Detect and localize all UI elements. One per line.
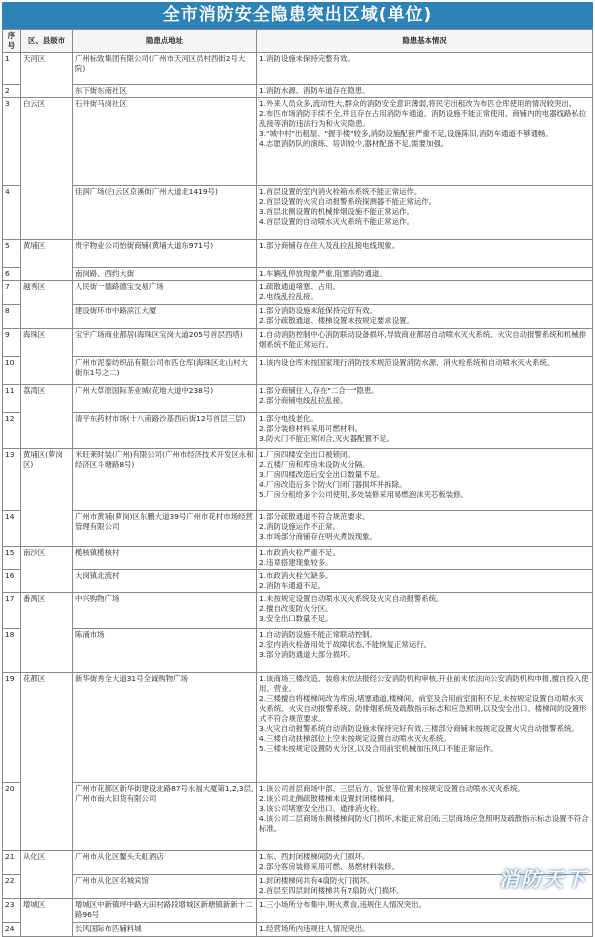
- cell-district: 天河区: [21, 53, 73, 98]
- situation-item: 2.布匹市场消防手续不全,并且存在占用消防车通道、消防设施不能正常使用、商铺内的电器线路私拉乱接等消防违法行为和火灾隐患。: [259, 109, 587, 128]
- cell-no: 3: [3, 98, 21, 186]
- cell-location: 新华街秀全大道31号全诚购物广场: [73, 673, 257, 783]
- situation-item: 2.首层设置的火灾自动报警系统探测器不能正常运作。: [259, 197, 437, 206]
- situation-item: 1.部分电线老化。: [259, 414, 318, 423]
- cell-location: 广州市泥泰纺织品有限公司布匹仓库(海珠区北山村大街东1号之二): [73, 357, 257, 385]
- cell-no: 24: [3, 923, 21, 937]
- situation-item: 1.部分商铺住人,存在"二合一"隐患。: [259, 386, 379, 395]
- table-row: [3, 511, 593, 547]
- cell-district: 花都区: [21, 673, 73, 851]
- table-row: [3, 629, 593, 673]
- hazard-table: [2, 29, 593, 937]
- cell-location: 石井街马岗社区: [73, 98, 257, 186]
- table-row: [3, 593, 593, 629]
- cell-no: 19: [3, 673, 21, 783]
- situation-item: 1.部分疏散通道不符合规范要求。: [259, 512, 370, 521]
- situation-item: 1.该商场三楼改造、装修未依法报经公安消防机构审核,开业前未依法向公安消防机构申报,擅自投入使用、营业。: [259, 674, 589, 693]
- situation-item: 2.部分疏散通道、楼梯设置未按规定要求设置。: [259, 316, 414, 325]
- cell-situation: [257, 593, 593, 629]
- header-location: 隐患点地址: [73, 30, 257, 53]
- situation-item: 2.部分客房装修采用可燃、易燃材料装修。: [259, 862, 400, 871]
- cell-location: 增城区中新镇坪中路大田村路段增城区新塘镇新新十二路96号: [73, 899, 257, 923]
- cell-location: 清平东药材市场(十八甫路沙基西后街12号首层三层): [73, 413, 257, 449]
- situation-item: 4.三楼自动扶梯部位上空未按规定设置自动喷水灭火系统。: [259, 734, 451, 743]
- situation-item: 2.消防设施运作不正常。: [259, 522, 340, 531]
- table-row: [3, 357, 593, 385]
- table-row: [3, 413, 593, 449]
- cell-location: 宝宇广场商业都居(海珠区宝岗大道205号首层西塔): [73, 329, 257, 357]
- situation-item: 1.消防水源、消防车道存在隐患。: [259, 86, 370, 95]
- situation-item: 1.车辆乱停放现象严重,阻塞消防通道。: [259, 269, 387, 278]
- cell-situation: [257, 923, 593, 937]
- situation-item: 5.三楼未按规定设置防火分区,以及合用前室机械加压风口不能正常运作。: [259, 744, 498, 753]
- situation-item: 1.该内设仓库未按国家现行消防技术规范设置消防水源、消火栓系统和自动喷水灭火系统。: [259, 358, 555, 367]
- situation-item: 1.三小场所分布集中,明火煮食,违规住人情况突出。: [259, 900, 426, 909]
- cell-location: 长风国际布匹辅料城: [73, 923, 257, 937]
- cell-location: 建设街环市中路滨江大厦: [73, 305, 257, 329]
- cell-situation: [257, 673, 593, 783]
- cell-situation: [257, 305, 593, 329]
- situation-item: 3."城中村"出租屋、"握手楼"较多,消防设施配套严重不足,设施陈旧,消防车通道不够通畅。: [259, 129, 553, 138]
- situation-item: 2.部分商铺电线乱拉乱接。: [259, 396, 348, 405]
- table-row: [3, 305, 593, 329]
- cell-location: 陈涌市场: [73, 629, 257, 673]
- situation-item: 1.厂房四楼安全出口被锁闭。: [259, 450, 355, 459]
- cell-no: 1: [3, 53, 21, 85]
- situation-item: 3.市场部分商铺存在明火煮饭现象。: [259, 532, 377, 541]
- situation-item: 1.消防设施未保持完整有效。: [259, 54, 355, 63]
- situation-item: 2.三楼擅自将楼梯间改为库房,堵塞通道,楼梯间、前室及合用前室面积不足,未按规定设置自动喷水灭火系统、火灾自动报警系统、防排烟系统及疏散指示标志和应急照明,以及安全出口、楼梯间的设置形式不符合规范要求。: [259, 694, 587, 723]
- header-no: 序号: [3, 30, 21, 53]
- situation-item: 5.厂房分租给多个公司使用,多处装修采用易燃泡沫夹芯板装修。: [259, 490, 468, 499]
- table-row: [3, 449, 593, 511]
- situation-item: 1.东、西封闭楼梯间防火门损坏。: [259, 852, 370, 861]
- cell-no: 22: [3, 875, 21, 899]
- page-title: 全市消防安全隐患突出区域(单位): [2, 2, 593, 29]
- cell-no: 7: [3, 281, 21, 305]
- cell-location: 广州市从化区鳌头天虹酒店: [73, 851, 257, 875]
- cell-district: 白云区: [21, 98, 73, 240]
- situation-item: 1.首层设置的室内消火栓箱水系统不能正常运作。: [259, 187, 422, 196]
- cell-no: 9: [3, 329, 21, 357]
- situation-item: 3.部分消防通道大部分损坏。: [259, 650, 355, 659]
- cell-no: 12: [3, 413, 21, 449]
- situation-item: 3.火灾自动报警系统自动消防设施未保持完好有效,三楼部分商铺未按规定设置火灾自动报警系统。: [259, 724, 579, 733]
- situation-item: 4.该公司二层商场东侧楼梯间防火门损坏,未能正常启闭;三层商场应急照明及疏散指示标志设置不符合标准。: [259, 814, 589, 833]
- cell-location: 广州市黄埔(萝岗)区东鹏大道39号广州市花村市场经营管理有限公司: [73, 511, 257, 547]
- situation-item: 4.首层设置的自动喷水灭火系统不能正常运作。: [259, 217, 414, 226]
- situation-item: 2.电线乱拉乱接。: [259, 292, 318, 301]
- situation-item: 4.志愿消防队的演练、培训较少,器材配备不足,需要加强。: [259, 139, 449, 148]
- situation-item: 1.自动消防控制中心消防联动设备损坏,导致商业都居自动喷水灭火系统、火灾自动报警系统和机械排烟系统不能正常运行。: [259, 330, 587, 349]
- header-district: 区、县级市: [21, 30, 73, 53]
- table-row: [3, 783, 593, 851]
- cell-no: 21: [3, 851, 21, 875]
- situation-item: 2.部分装修材料采用可燃材料。: [259, 424, 363, 433]
- cell-situation: [257, 783, 593, 851]
- cell-situation: [257, 53, 593, 85]
- table-row: [3, 673, 593, 783]
- situation-item: 1.经营场所内违规住人情况突出。: [259, 924, 370, 933]
- table-row: [3, 281, 593, 305]
- table-row: [3, 547, 593, 570]
- cell-situation: [257, 281, 593, 305]
- situation-item: 1.未按规定设置自动喷水灭火系统及火灾自动报警系统。: [259, 594, 444, 603]
- situation-item: 1.自动消防设施不能正常联动控制。: [259, 630, 377, 639]
- situation-item: 3.首层北侧设置的机械排烟设施不能正常运作。: [259, 207, 414, 216]
- table-row: [3, 186, 593, 240]
- table-row: [3, 385, 593, 413]
- table-row: [3, 899, 593, 923]
- cell-situation: [257, 413, 593, 449]
- situation-item: 2.消防车通道不足。: [259, 581, 326, 590]
- situation-item: 2.五楼厂房和库房未设防火分隔。: [259, 460, 370, 469]
- cell-no: 23: [3, 899, 21, 923]
- cell-situation: [257, 329, 593, 357]
- cell-situation: [257, 186, 593, 240]
- cell-situation: [257, 511, 593, 547]
- watermark: 消防天下: [499, 867, 587, 891]
- cell-no: 4: [3, 186, 21, 240]
- situation-item: 1.封闭楼梯间共有4扇防火门损坏。: [259, 876, 375, 885]
- header-situation: 隐患基本情况: [257, 30, 593, 53]
- situation-item: 1.该公司首层商场中部、三层后方、饭堂等位置未按规定设置自动喷水灭火系统。: [259, 784, 525, 793]
- cell-no: 10: [3, 357, 21, 385]
- cell-district: 黄埔区(萝岗区): [21, 449, 73, 547]
- situation-item: 3.该公司堵塞安全出口、通排消火栓。: [259, 804, 385, 813]
- cell-situation: [257, 98, 593, 186]
- cell-location: 佳润广场(白云区京溪街广州大道北1419号): [73, 186, 257, 240]
- cell-district: 越秀区: [21, 281, 73, 329]
- situation-item: 1.部分消防设施未能保持完好有效。: [259, 306, 377, 315]
- cell-no: 8: [3, 305, 21, 329]
- cell-location: 广州大草原国际茶业城(花地大道中238号): [73, 385, 257, 413]
- table-row: [3, 240, 593, 268]
- cell-situation: [257, 240, 593, 268]
- cell-situation: [257, 85, 593, 98]
- table-row: [3, 85, 593, 98]
- table-row: [3, 53, 593, 85]
- cell-location: 南岗路、西约大街: [73, 268, 257, 281]
- cell-no: 17: [3, 593, 21, 629]
- cell-location: 东下街东南社区: [73, 85, 257, 98]
- situation-item: 1.疏散通道堵塞、占用。: [259, 282, 340, 291]
- cell-situation: [257, 385, 593, 413]
- table-row: [3, 923, 593, 937]
- cell-situation: [257, 449, 593, 511]
- cell-district: 增城区: [21, 899, 73, 937]
- cell-district: 番禺区: [21, 593, 73, 673]
- table-row: [3, 268, 593, 281]
- table-body: [3, 53, 593, 937]
- cell-no: 15: [3, 547, 21, 570]
- table-row: [3, 98, 593, 186]
- cell-location: 广州标致集团有限公司(广州市天河区员村西街2号大院): [73, 53, 257, 85]
- situation-item: 3.防火门不能正常闭合,灭火器配置不足。: [259, 434, 395, 443]
- cell-no: 11: [3, 385, 21, 413]
- cell-no: 20: [3, 783, 21, 851]
- cell-district: 从化区: [21, 851, 73, 899]
- cell-no: 18: [3, 629, 21, 673]
- cell-no: 13: [3, 449, 21, 511]
- situation-item: 3.厂房四楼改造后安全出口数量不足。: [259, 470, 385, 479]
- situation-item: 1.外来人员众多,流动性大,群众的消防安全意识薄弱,将民宅出租改为布匹仓库使用的情况较突出。: [259, 99, 577, 108]
- cell-no: 14: [3, 511, 21, 547]
- cell-location: 榄核镇榄核村: [73, 547, 257, 570]
- cell-location: 广州市从化区名城宾馆: [73, 875, 257, 899]
- table-row: [3, 570, 593, 593]
- cell-location: 大岗镇北流村: [73, 570, 257, 593]
- cell-no: 5: [3, 240, 21, 268]
- situation-item: 2.该公司北侧疏散楼梯未设置封闭楼梯间。: [259, 794, 400, 803]
- cell-situation: [257, 547, 593, 570]
- cell-district: 黄埔区: [21, 240, 73, 281]
- cell-situation: [257, 268, 593, 281]
- cell-situation: [257, 357, 593, 385]
- cell-district: 南沙区: [21, 547, 73, 593]
- cell-district: 荔湾区: [21, 385, 73, 449]
- situation-item: 1.部分商铺存在住人及乱拉乱接电线现象。: [259, 241, 400, 250]
- cell-no: 16: [3, 570, 21, 593]
- cell-situation: [257, 899, 593, 923]
- cell-location: 中兴购物广场: [73, 593, 257, 629]
- cell-no: 2: [3, 85, 21, 98]
- situation-item: 2.室内消火栓备用处于故障状态,不能恢复正常运行。: [259, 640, 431, 649]
- table-row: [3, 329, 593, 357]
- situation-item: 2.擅自改变防火分区。: [259, 604, 333, 613]
- cell-location: 米旺莱时装(广州)有限公司(广州市经济技术开发区永和经济区斗塘路8号): [73, 449, 257, 511]
- cell-situation: [257, 570, 593, 593]
- cell-no: 6: [3, 268, 21, 281]
- cell-location: 贵宇物业公司怡街商铺(黄埔大道东971号): [73, 240, 257, 268]
- cell-location: 广州市花都区新华街建设北路87号永福大厦第1,2,3层,广州市南大旧货有限公司: [73, 783, 257, 851]
- situation-item: 2.首层至四层封闭楼梯共有7扇防火门损坏。: [259, 886, 404, 895]
- table-header-row: [3, 30, 593, 53]
- situation-item: 4.厂房改造后多个防火门闭门器损坏并拆除。: [259, 480, 407, 489]
- cell-location: 人民街一德路德宝交易广场: [73, 281, 257, 305]
- situation-item: 2.违章搭建现象较多。: [259, 558, 333, 567]
- situation-item: 1.市政消火栓欠缺多。: [259, 571, 333, 580]
- situation-item: 3.安全出口数量不足。: [259, 614, 333, 623]
- cell-situation: [257, 629, 593, 673]
- situation-item: 1.市政消火栓严重不足。: [259, 548, 340, 557]
- cell-district: 海珠区: [21, 329, 73, 385]
